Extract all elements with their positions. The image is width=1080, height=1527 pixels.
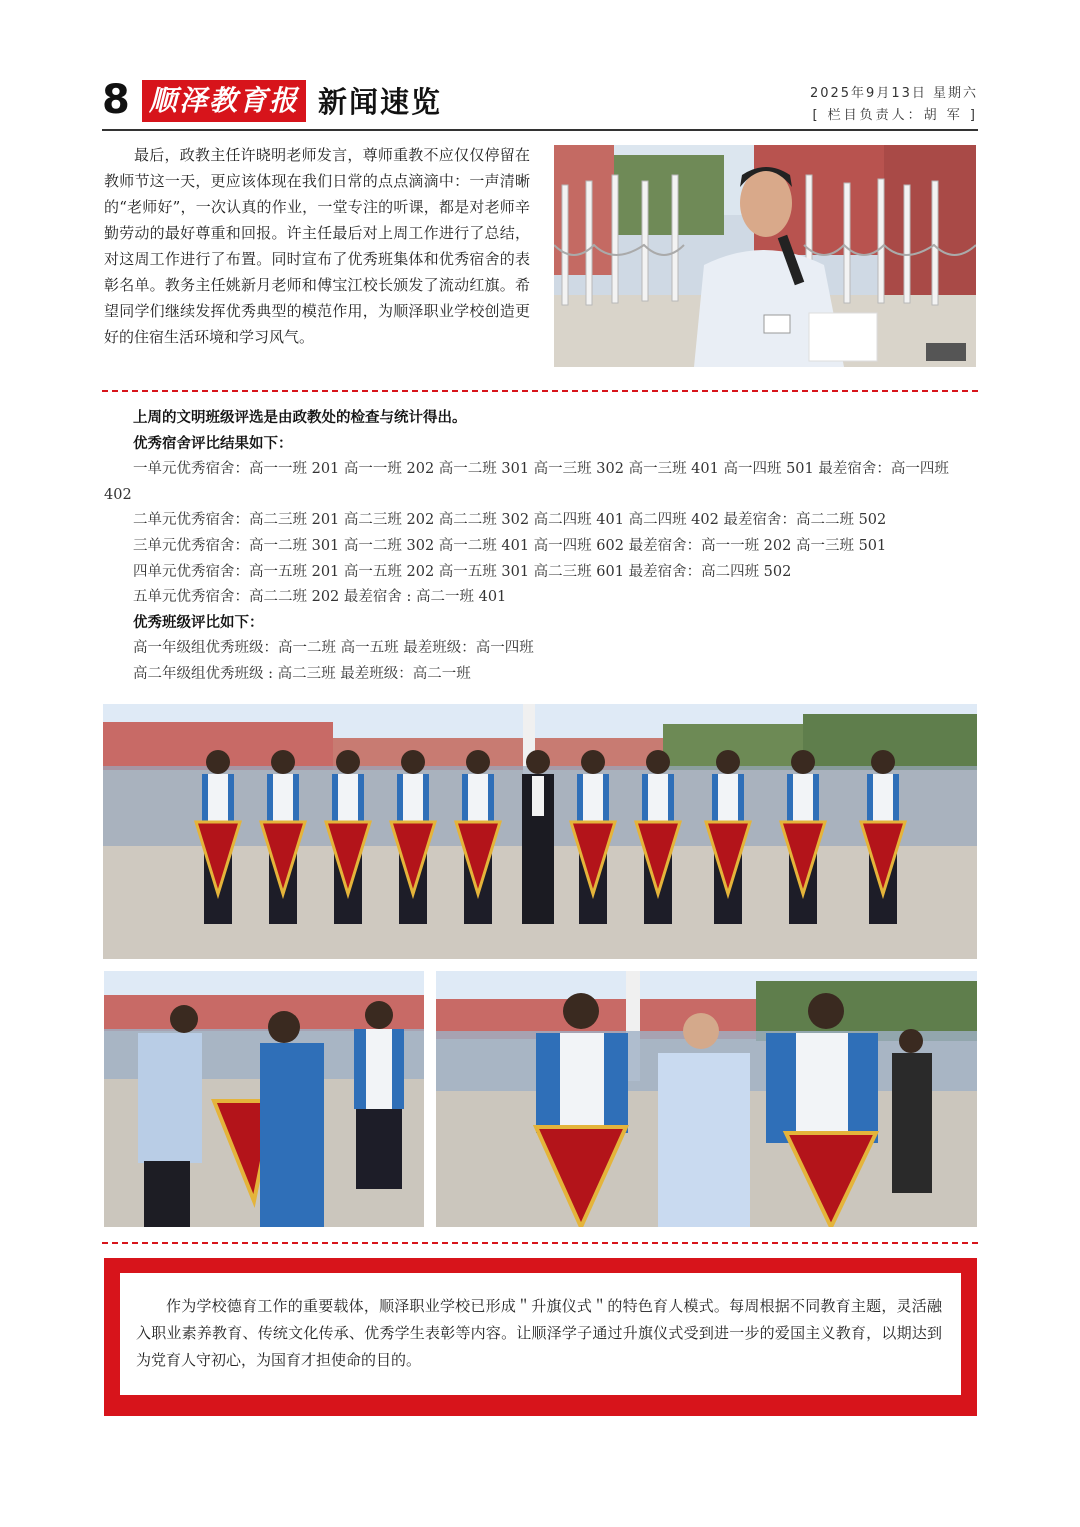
lead-article <box>104 142 530 350</box>
pennant-handover-photo <box>104 971 424 1227</box>
page-number: 8 <box>102 77 130 123</box>
dorm-result-line: 二单元优秀宿舍：高二三班 201 高二三班 202 高二二班 302 高二四班 401 高二四班 402 最差宿舍：高二二班 502 <box>133 512 887 529</box>
dorm-result-line: 五单元优秀宿舍：高二二班 202 最差宿舍 : 高二一班 401 <box>133 589 507 606</box>
section-divider <box>102 390 978 392</box>
speaker-photo <box>554 145 976 367</box>
dorm-result-line: 一单元优秀宿舍：高一一班 201 高一一班 202 高一二班 301 高一三班 302 高一三班 401 高一四班 501 最差宿舍：高一四班 402 <box>104 461 949 503</box>
class-pennant-photo <box>436 971 977 1227</box>
class-result-line: 高二年级组优秀班级 : 高二三班 最差班级：高二一班 <box>133 665 471 682</box>
dorm-result-line: 三单元优秀宿舍：高一二班 301 高一二班 302 高一二班 401 高一四班 602 最差宿舍：高一一班 202 高一三班 501 <box>133 537 887 554</box>
header-rule <box>102 129 978 131</box>
award-group-photo <box>103 704 977 959</box>
class-results-heading: 优秀班级评比如下： <box>133 614 264 631</box>
closing-paragraph: 作为学校德育工作的重要载体，顺泽职业学校已形成＂升旗仪式＂的特色育人模式。每周根据不同教育主题，灵活融入职业素养教育、传统文化传承、优秀学生表彰等内容。让顺泽学子通过升旗仪式受到进一步的爱国主义教育，以期达到为党育人守初心，为国育才担使命的目的。 <box>136 1297 942 1369</box>
section-title: 新闻速览 <box>318 85 443 119</box>
masthead-logo: 顺泽教育报 <box>142 80 306 122</box>
issue-date: 2025年9月13日 星期六 <box>809 86 978 101</box>
results-intro: 上周的文明班级评选是由政教处的检查与统计得出。 <box>133 410 467 426</box>
column-editor: [ 栏目负责人：胡 军 ] <box>812 108 978 123</box>
dorm-result-line: 四单元优秀宿舍：高一五班 201 高一五班 202 高一五班 301 高二三班 601 最差宿舍：高二四班 502 <box>133 563 792 580</box>
selection-results <box>104 406 978 688</box>
section-divider <box>102 1242 978 1244</box>
class-result-line: 高一年级组优秀班级：高一二班 高一五班 最差班级：高一四班 <box>133 640 534 657</box>
lead-paragraph: 最后，政教主任许晓明老师发言，尊师重教不应仅仅停留在教师节这一天，更应该体现在我们日常的点点滴滴中：一声清晰的“老师好”，一次认真的作业，一堂专注的听课，都是对老师辛勤劳动的最好尊重和回报。许主任最后对上周工作进行了总结，对这周工作进行了布置。同时宣布了优秀班集体和优秀宿舍的表彰名单。教务主任姚新月老师和傅宝江校长颁发了流动红旗。希望同学们继续发挥优秀典型的模范作用，为顺泽职业学校创造更好的住宿生活环境和学习风气。 <box>104 146 530 346</box>
dorm-results-heading: 优秀宿舍评比结果如下： <box>133 435 293 452</box>
